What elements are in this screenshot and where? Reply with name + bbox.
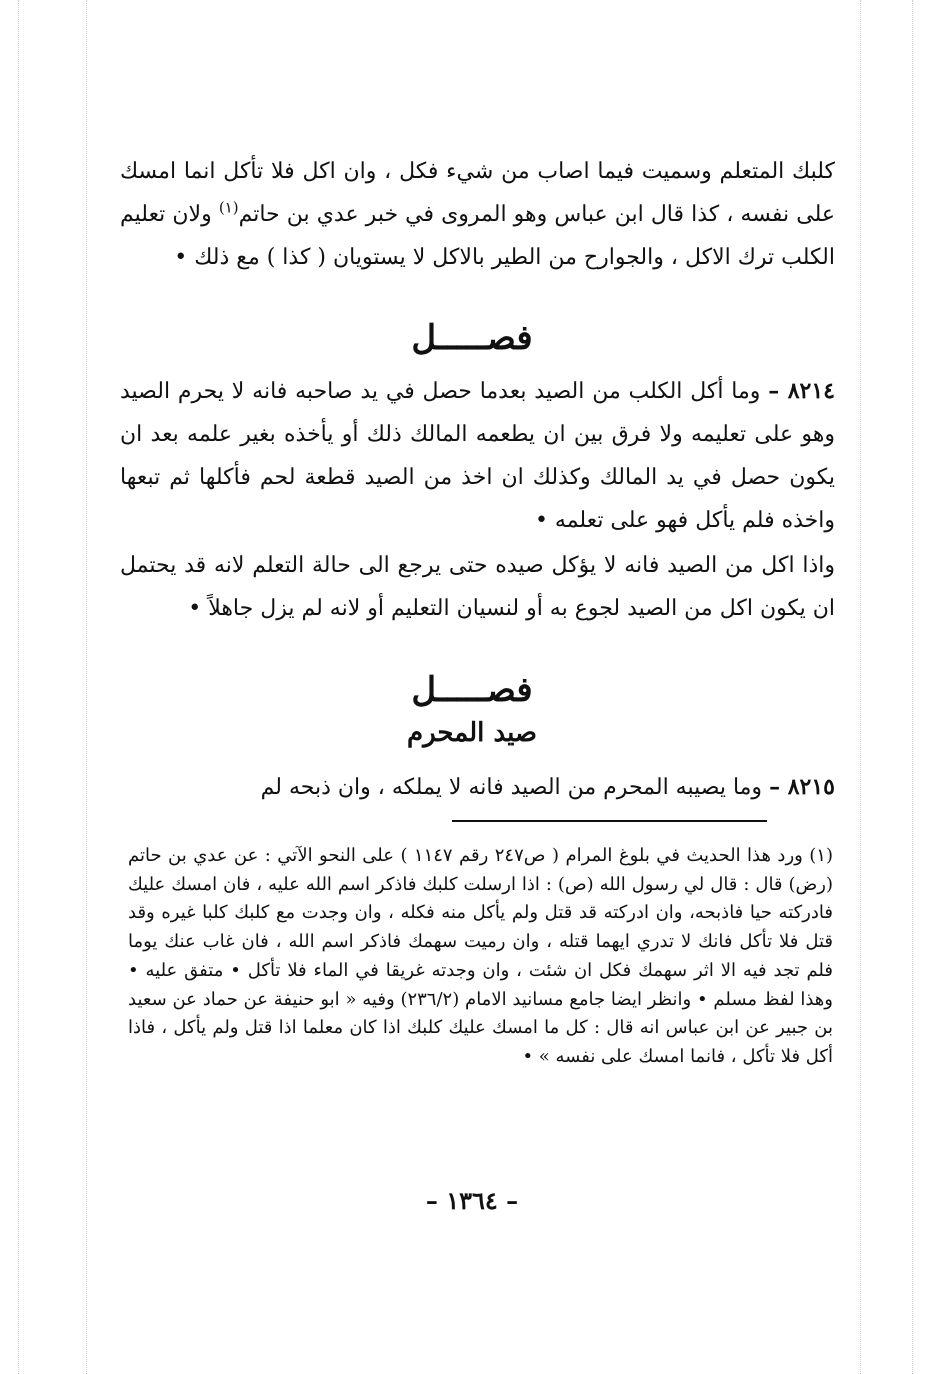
footnote: (١) ورد هذا الحديث في بلوغ المرام ( ص٢٤٧ رقم ١١٤٧ ) على النحو الآتي : عن عدي بن حاتم (رض) قال : قال لي رسول الله (ص) : اذا ارسلت كلبك فاذكر اسم الله عليه ، فان امسك عليك فادركته حيا فاذبحه، وان ادركته قد قتل ولم يأكل منه فكله ، وان وجدت مع كلبك كلبا غيره وقد قتل فلا تأكل فانك لا تدري ايهما قتله ، وان رميت سهمك فاذكر اسم الله ، فان غاب عنك يوما فلم تجد فيه الا اثر سهمك فكل ان شئت ، وان وجدته غريقا في الماء فلا تأكل • متفق عليه • وهذا لفظ مسلم • وانظر ايضا جامع مسانيد الامام (٢٣٦/٢) وفيه « ابو حنيفة عن حماد عن سعيد بن جبير عن ابن عباس انه قال : كل ما امسك عليك كلبك اذا كان معلما اذا قتل ولم يأكل ، فاذا أكل فلا تأكل ، فانما امسك على نفسه » • (128, 845, 833, 1067)
section-heading-fasl-2: فصـــــل (411, 670, 533, 710)
footnote-separator (452, 820, 767, 822)
paragraph-text: وما أكل الكلب من الصيد بعدما حصل في يد صاحبه فانه لا يحرم الصيد وهو على تعليمه ولا فرق بين ان يطعمه المالك ذلك أو يأخذه بغير علمه بعد ان يكون حصل في يد المالك وكذلك ان اخذ من الصيد قطعة لحم فأكلها ثم تبعها واخذه فلم يأكل فهو على تعلمه • (120, 379, 835, 533)
paragraph-text: وما يصيبه المحرم من الصيد فانه لا يملكه ، وان ذبحه لم (260, 775, 763, 800)
paragraph-relapse (120, 544, 835, 630)
opening-paragraph-text: كلبك المتعلم وسميت فيما اصاب من شيء فكل ، وان اكل فلا تأكل انما امسك على نفسه ، كذا قال ابن عباس وهو المروى في خبر عدي بن حاتم (120, 159, 836, 227)
opening-paragraph (120, 150, 835, 279)
paragraph-number: ٨٢١٤ – (768, 378, 835, 404)
paragraph-text: واذا اكل من الصيد فانه لا يؤكل صيده حتى يرجع الى حالة التعلم لانه قد يحتمل ان يكون اكل من الصيد لجوع به أو لنسيان التعليم أو لانه لم يزل جاهلاً • (120, 553, 835, 621)
paragraph-number: ٨٢١٥ – (769, 774, 835, 800)
footnote-reference: (١) (218, 198, 239, 217)
paragraph-8215 (120, 766, 835, 809)
section-heading-fasl: فصـــــل (411, 318, 533, 358)
page-number: – ١٣٦٤ – (425, 1186, 519, 1215)
section-subheading: صيد المحرم (406, 718, 538, 748)
opening-paragraph-continuation: ولان تعليم الكلب ترك الاكل ، والجوارح من الطير بالاكل لا يستويان ( كذا ) مع ذلك • (120, 202, 835, 270)
paragraph-8214 (120, 370, 835, 542)
